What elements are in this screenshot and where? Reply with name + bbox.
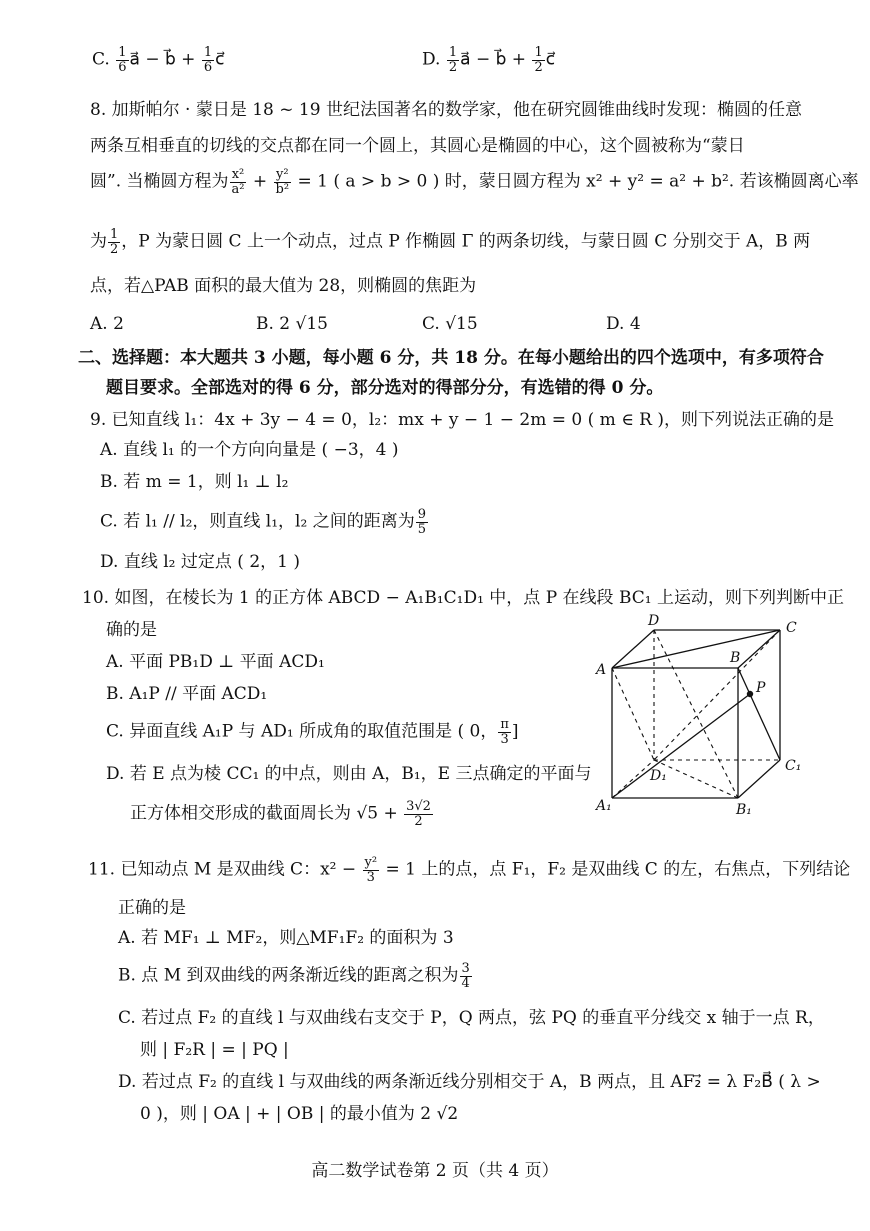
label-a1: A₁ [596, 798, 612, 814]
label-c1: C₁ [785, 758, 802, 774]
fraction: $\frac{1}{2}$ [110, 227, 119, 257]
fraction: $\frac{\pi}{3}$ [500, 717, 509, 747]
q11-line-2: 正确的是 [118, 898, 186, 918]
q8-option-a: A. 2 [90, 314, 124, 334]
fraction: $\frac{1}{2}$ [448, 45, 458, 75]
fraction: $\frac{1}{2}$ [534, 45, 543, 75]
edge-b1-c1 [738, 760, 780, 798]
q8-option-c: C. √15 [422, 314, 478, 334]
section-2-heading-line-1: 二、选择题：本大题共 3 小题，每小题 6 分，共 18 分。在每小题给出的四个选项中，有多项符合 [78, 348, 824, 368]
q10-option-c: C. 异面直线 A₁P 与 AD₁ 所成角的取值范围是 ( 0， $\frac{\pi}{3}$ ] [106, 717, 519, 747]
label-c: C [786, 620, 797, 636]
q11-option-a: A. 若 MF₁ ⊥ MF₂，则△MF₁F₂ 的面积为 3 [118, 928, 454, 948]
label-d1: D₁ [650, 768, 667, 784]
fraction: $\frac{\text{x²}}{\text{a²}}$ [231, 167, 245, 197]
q9-option-d: D. 直线 l₂ 过定点 ( 2，1 ) [100, 552, 300, 572]
label-a: A [596, 662, 607, 678]
diagonal-a-c [612, 630, 780, 668]
segment-a1-p [612, 694, 750, 798]
q8-line-1: 8. 加斯帕尔 · 蒙日是 18 ~ 19 世纪法国著名的数学家，他在研究圆锥曲线时发现：椭圆的任意 [90, 100, 802, 120]
q9-stem: 9. 已知直线 l₁：4x + 3y − 4 = 0，l₂：mx + y − 1 − 2m = 0 ( m ∈ R )，则下列说法正确的是 [90, 410, 835, 430]
q11-option-c-line-2: 则 | F₂R | = | PQ | [140, 1040, 289, 1060]
q8-line-5: 点，若△PAB 面积的最大值为 28，则椭圆的焦距为 [90, 276, 477, 296]
label-p: P [756, 680, 766, 696]
q10-option-d-line-2: 正方体相交形成的截面周长为 √5 + $\frac{3√2}{2}$ [130, 799, 431, 829]
fraction: $\frac{\text{y²}}{3}$ [364, 855, 378, 885]
q10-line-1: 10. 如图，在棱长为 1 的正方体 ABCD − A₁B₁C₁D₁ 中，点 P 在线段 BC₁ 上运动，则下列判断中正 [82, 588, 844, 608]
q8-line-3: 圆”. 当椭圆方程为 $\frac{\text{x²}}{\text{a²}}$ + $\frac{\text{y²}}{\text{b²}}$ = 1 ( a > b > 0 ) 时，蒙日圆方程为 x² + y² = a² + b². 若该椭圆离心率 [90, 167, 859, 197]
section-2-heading-line-2: 题目要求。全部选对的得 6 分，部分选对的得部分分，有选错的得 0 分。 [106, 378, 664, 398]
q9-option-c: C. 若 l₁ // l₂，则直线 l₁，l₂ 之间的距离为 $\frac{9}{5}$ [100, 507, 426, 537]
label-d: D [648, 613, 660, 629]
fraction: $\frac{9}{5}$ [417, 507, 426, 537]
q8-line-2: 两条互相垂直的切线的交点都在同一个圆上，其圆心是椭圆的中心，这个圆被称为“蒙日 [90, 136, 745, 156]
q7-option-c: C. $\frac{1}{6}$ a⃗ − b⃗ + $\frac{1}{6}$ c⃗ [92, 45, 225, 75]
fraction: $\frac{3√2}{2}$ [406, 799, 431, 829]
edge-b-c [738, 630, 780, 668]
hidden-segment-a-d1 [612, 668, 654, 760]
fraction: $\frac{1}{6}$ [118, 45, 127, 75]
q9-option-b: B. 若 m = 1，则 l₁ ⊥ l₂ [100, 472, 289, 492]
q10-line-2: 确的是 [106, 620, 157, 640]
point-p-marker [747, 691, 753, 697]
fraction: $\frac{3}{4}$ [461, 961, 470, 991]
q8-option-d: D. 4 [606, 314, 641, 334]
q8-line-4: 为 $\frac{1}{2}$ ，P 为蒙日圆 C 上一个动点，过点 P 作椭圆 Γ 的两条切线，与蒙日圆 C 分别交于 A，B 两 [90, 227, 811, 257]
cube-figure [590, 608, 810, 818]
q11-option-d-line-2: 0 )，则 | OA | + | OB | 的最小值为 2 √2 [140, 1104, 459, 1124]
q10-option-d-line-1: D. 若 E 点为棱 CC₁ 的中点，则由 A，B₁，E 三点确定的平面与 [106, 764, 592, 784]
q7-option-d: D. $\frac{1}{2}$ a⃗ − b⃗ + $\frac{1}{2}$ c⃗ [422, 45, 556, 75]
q9-option-a: A. 直线 l₁ 的一个方向向量是 ( −3，4 ) [100, 440, 399, 460]
q11-option-b: B. 点 M 到双曲线的两条渐近线的距离之积为 $\frac{3}{4}$ [118, 961, 470, 991]
q11-option-c-line-1: C. 若过点 F₂ 的直线 l 与双曲线右支交于 P，Q 两点，弦 PQ 的垂直平分线交 x 轴于一点 R， [118, 1008, 825, 1028]
label-b: B [730, 650, 741, 666]
q11-line-1: 11. 已知动点 M 是双曲线 C：x² − $\frac{\text{y²}}{3}$ = 1 上的点，点 F₁，F₂ 是双曲线 C 的左，右焦点，下列结论 [88, 855, 851, 885]
page-footer: 高二数学试卷第 2 页（共 4 页） [311, 1161, 559, 1181]
label-b1: B₁ [736, 802, 752, 818]
hidden-edge-a1-d1 [612, 760, 654, 798]
edge-a-d [612, 630, 654, 668]
fraction: $\frac{\text{y²}}{\text{b²}}$ [275, 167, 290, 197]
q11-option-d-line-1: D. 若过点 F₂ 的直线 l 与双曲线的两条渐近线分别相交于 A，B 两点，且 AF₂⃗ = λ F₂B⃗ ( λ > [118, 1072, 821, 1092]
q10-option-a: A. 平面 PB₁D ⊥ 平面 ACD₁ [106, 652, 325, 672]
fraction: $\frac{1}{6}$ [203, 45, 213, 75]
q10-option-b: B. A₁P // 平面 ACD₁ [106, 684, 268, 704]
q8-option-b: B. 2 √15 [256, 314, 328, 334]
